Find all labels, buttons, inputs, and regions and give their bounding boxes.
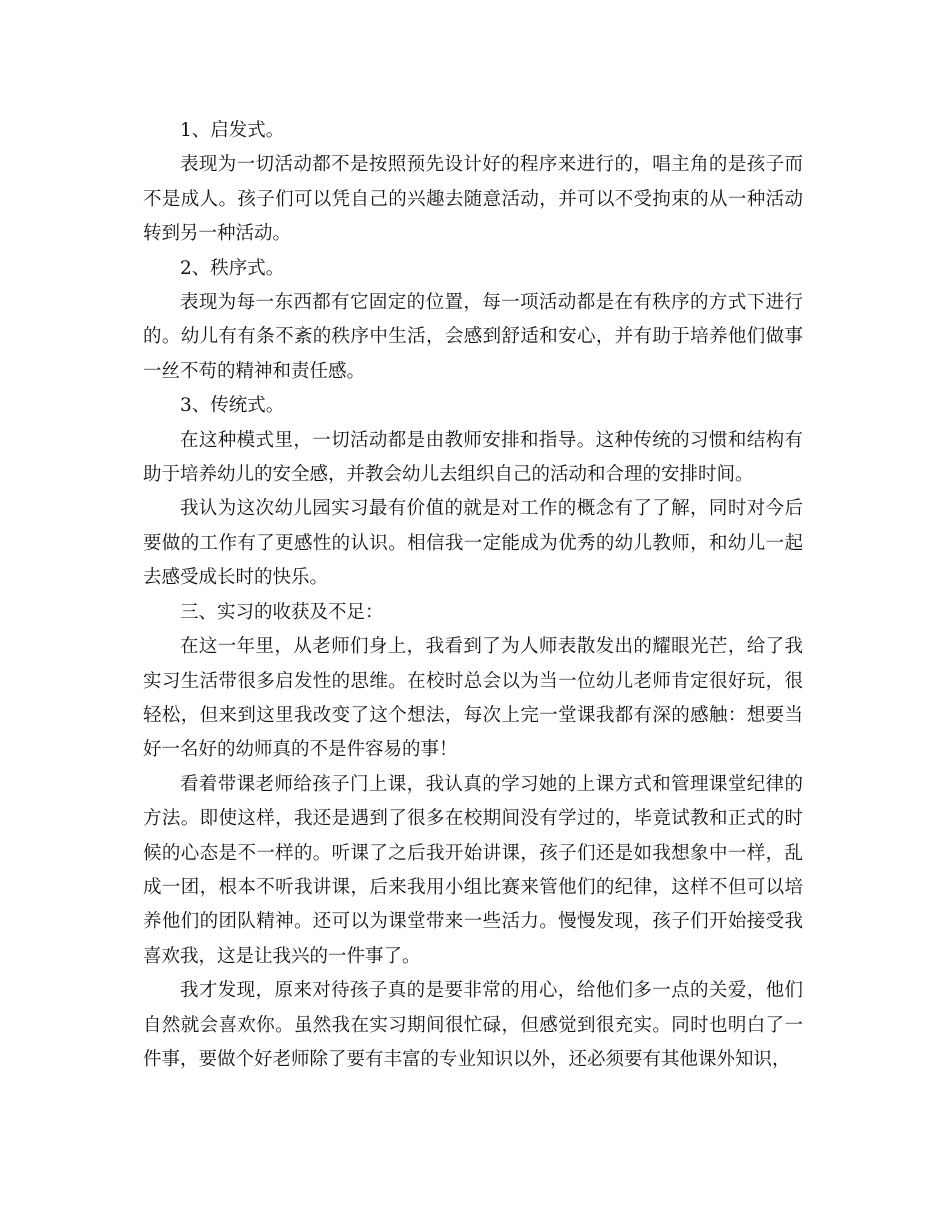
paragraph-heading-3: 3、传统式。 — [180, 395, 285, 417]
paragraph: 我才发现，原来对待孩子真的是要非常的用心，给他们多一点的关爱，他们自然就会喜欢你。虽然我在实习期间很忙碌，但感觉到很充实。同时也明白了一件事，要做个好老师除了要有丰富的专业知识以外，还必须要有其他课外知识， — [143, 980, 803, 1070]
paragraph: 看着带课老师给孩子门上课，我认真的学习她的上课方式和管理课堂纪律的方法。即使这样，我还是遇到了很多在校期间没有学过的，毕竟试教和正式的时候的心态是不一样的。听课了之后我开始讲课，孩子们还是如我想象中一样，乱成一团，根本不听我讲课，后来我用小组比赛来管他们的纪律，这样不但可以培养他们的团队精神。还可以为课堂带来一些活力。慢慢发现，孩子们开始接受我喜欢我，这是让我兴的一件事了。 — [143, 773, 803, 967]
paragraph-heading-2: 2、秩序式。 — [180, 257, 285, 279]
document-body — [143, 114, 803, 1077]
paragraph: 表现为每一东西都有它固定的位置，每一项活动都是在有秩序的方式下进行的。幼儿有有条不紊的秩序中生活，会感到舒适和安心，并有助于培养他们做事一丝不苟的精神和责任感。 — [143, 292, 803, 382]
paragraph-heading-1: 1、启发式。 — [180, 120, 285, 141]
paragraph: 在这种模式里，一切活动都是由教师安排和指导。这种传统的习惯和结构有助于培养幼儿的安全感，并教会幼儿去组织自己的活动和合理的安排时间。 — [143, 429, 803, 486]
paragraph: 表现为一切活动都不是按照预先设计好的程序来进行的，唱主角的是孩子而不是成人。孩子们可以凭自己的兴趣去随意活动，并可以不受拘束的从一种活动转到另一种活动。 — [143, 154, 803, 245]
paragraph: 在这一年里，从老师们身上，我看到了为人师表散发出的耀眼光芒，给了我实习生活带很多启发性的思维。在校时总会以为当一位幼儿老师肯定很好玩，很轻松，但来到这里我改变了这个想法，每次上完一堂课我都有深的感触：想要当好一名好的幼师真的不是件容易的事！ — [143, 636, 803, 761]
section-heading: 三、实习的收获及不足： — [180, 601, 384, 623]
paragraph: 我认为这次幼儿园实习最有价值的就是对工作的概念有了了解，同时对今后要做的工作有了更感性的认识。相信我一定能成为优秀的幼儿教师，和幼儿一起去感受成长时的快乐。 — [143, 498, 803, 589]
